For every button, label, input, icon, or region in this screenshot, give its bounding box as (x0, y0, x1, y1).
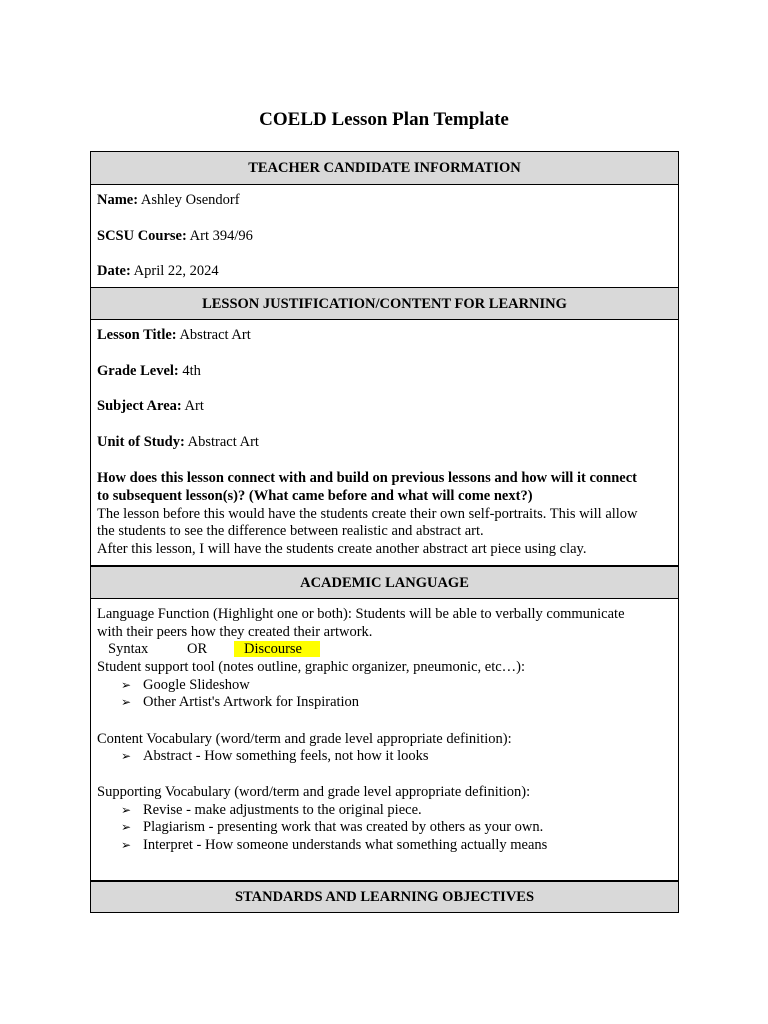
section-header-standards-objectives: STANDARDS AND LEARNING OBJECTIVES (91, 880, 678, 912)
course-value: Art 394/96 (186, 228, 253, 244)
supporting-vocabulary-label: Supporting Vocabulary (word/term and grade level appropriate definition): (97, 784, 531, 800)
language-function-line-1: Language Function (Highlight one or both): Students will be able to verbally communicate (97, 606, 625, 622)
date-field (97, 263, 219, 281)
option-or: OR (187, 641, 208, 657)
lesson-justification-cell (91, 320, 678, 565)
name-field (97, 192, 240, 210)
date-value: April 22, 2024 (130, 263, 219, 279)
arrow-bullet-icon: ➢ (121, 749, 132, 763)
lesson-title-label: Lesson Title: (97, 327, 177, 343)
name-value: Ashley Osendorf (138, 192, 240, 208)
date-label: Date: (97, 263, 131, 279)
academic-language-cell (91, 599, 678, 880)
course-label: SCSU Course: (97, 228, 187, 244)
lesson-plan-table (90, 151, 679, 913)
section-header-lesson-justification: LESSON JUSTIFICATION/CONTENT FOR LEARNING (91, 288, 678, 320)
arrow-bullet-icon: ➢ (121, 838, 132, 852)
support-item-text: Other Artist's Artwork for Inspiration (143, 694, 360, 710)
supporting-vocabulary-item (121, 819, 543, 837)
option-discourse-highlighted (234, 641, 320, 659)
support-item (121, 694, 359, 712)
supporting-vocabulary-text: Revise - make adjustments to the original piece. (143, 802, 422, 818)
document-title: COELD Lesson Plan Template (259, 109, 509, 130)
subject-area-value: Art (181, 398, 204, 414)
grade-level-value: 4th (178, 363, 201, 379)
grade-level-field (97, 363, 201, 381)
grade-level-label: Grade Level: (97, 363, 179, 379)
support-item (121, 677, 250, 695)
content-vocabulary-label: Content Vocabulary (word/term and grade level appropriate definition): (97, 731, 512, 747)
unit-of-study-value: Abstract Art (184, 434, 259, 450)
connection-question-line-1: How does this lesson connect with and build on previous lessons and how will it connect (97, 470, 637, 486)
section-header-teacher-info: TEACHER CANDIDATE INFORMATION (91, 152, 678, 185)
connection-answer-line-2: the students to see the difference between realistic and abstract art. (97, 523, 484, 539)
support-tool-label: Student support tool (notes outline, graphic organizer, pneumonic, etc…): (97, 659, 526, 675)
connection-answer-line-3: After this lesson, I will have the students create another abstract art piece using clay. (97, 541, 587, 557)
unit-of-study-field (97, 434, 259, 452)
supporting-vocabulary-item (121, 837, 547, 855)
lesson-title-field (97, 327, 251, 345)
language-function-line-2: with their peers how they created their artwork. (97, 624, 373, 640)
course-field (97, 228, 253, 246)
arrow-bullet-icon: ➢ (121, 820, 132, 834)
lesson-title-value: Abstract Art (176, 327, 251, 343)
content-vocabulary-item (121, 748, 429, 766)
subject-area-label: Subject Area: (97, 398, 182, 414)
arrow-bullet-icon: ➢ (121, 803, 132, 817)
supporting-vocabulary-text: Interpret - How someone understands what something actually means (143, 837, 548, 853)
support-item-text: Google Slideshow (143, 677, 250, 693)
teacher-info-cell (91, 185, 678, 288)
supporting-vocabulary-item (121, 802, 422, 820)
arrow-bullet-icon: ➢ (121, 678, 132, 692)
arrow-bullet-icon: ➢ (121, 695, 132, 709)
connection-answer-line-1: The lesson before this would have the students create their own self-portraits. This will allow (97, 506, 638, 522)
discourse-highlight: Discourse (234, 641, 320, 657)
section-header-academic-language: ACADEMIC LANGUAGE (91, 565, 678, 599)
connection-question-line-2: to subsequent lesson(s)? (What came before and what will come next?) (97, 488, 533, 504)
supporting-vocabulary-text: Plagiarism - presenting work that was created by others as your own. (143, 819, 544, 835)
unit-of-study-label: Unit of Study: (97, 434, 185, 450)
option-syntax: Syntax (108, 641, 149, 657)
content-vocabulary-text: Abstract - How something feels, not how it looks (143, 748, 429, 764)
name-label: Name: (97, 192, 139, 208)
subject-area-field (97, 398, 204, 416)
